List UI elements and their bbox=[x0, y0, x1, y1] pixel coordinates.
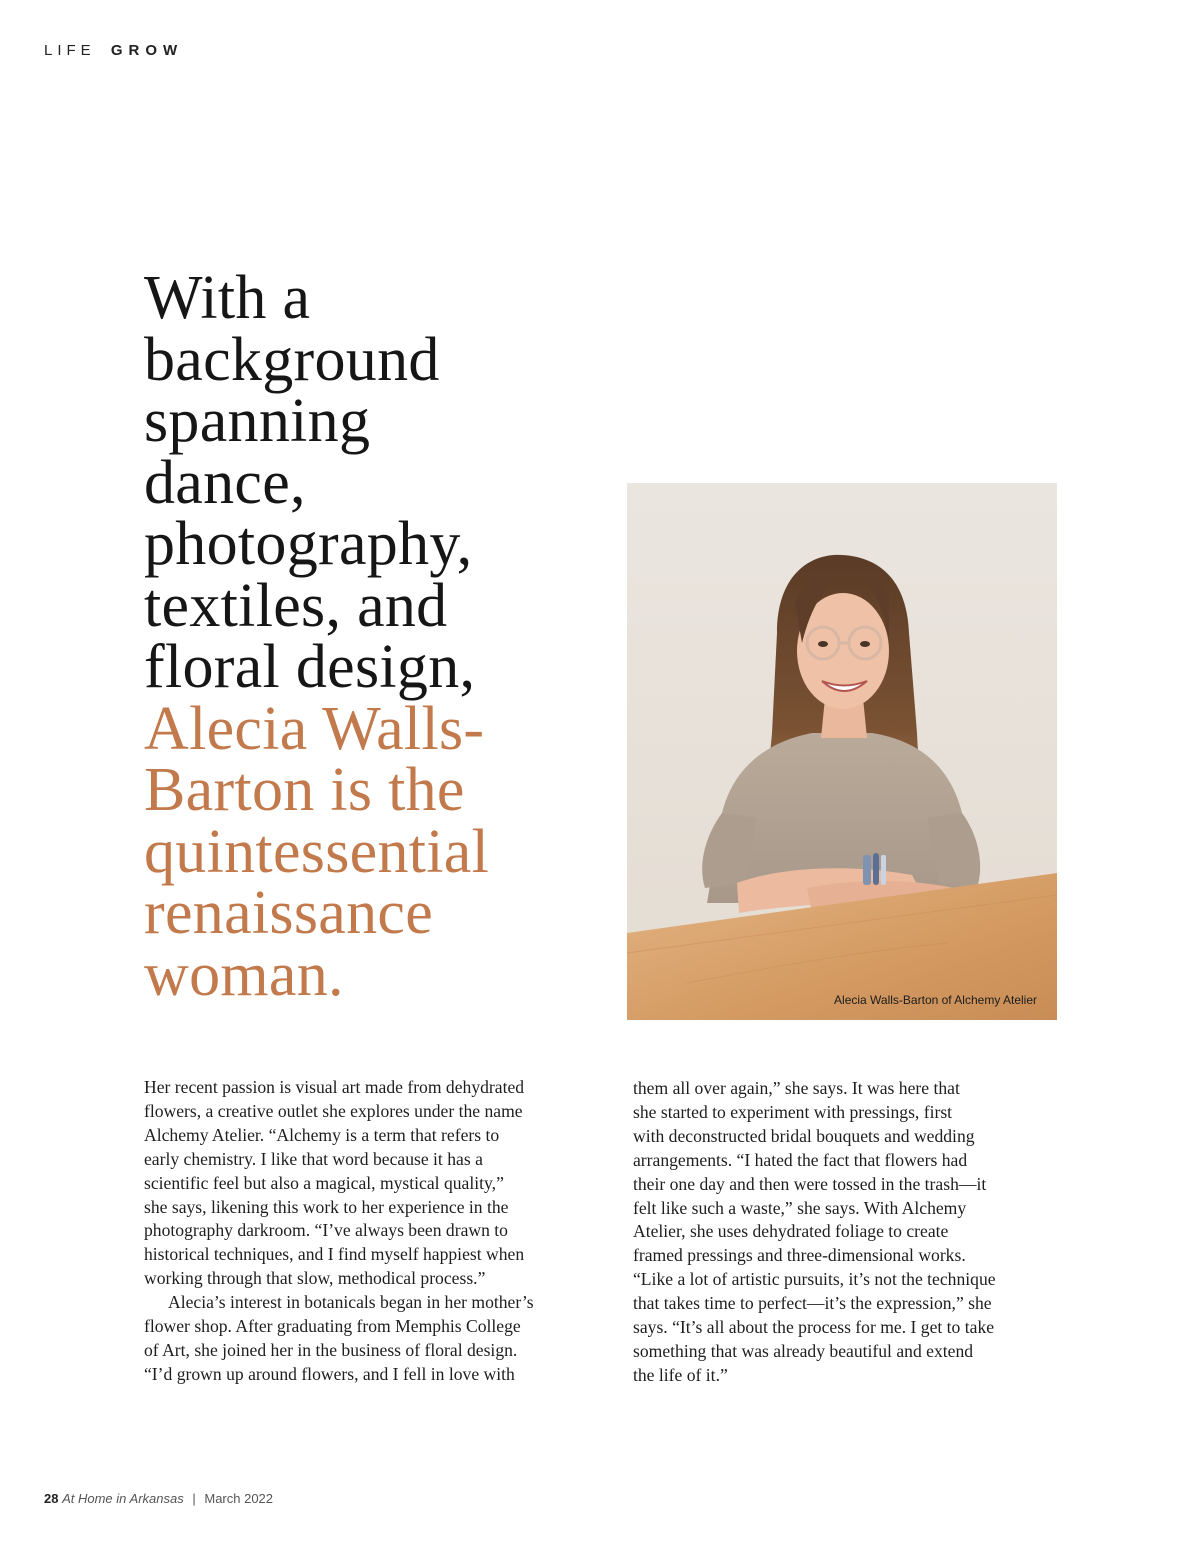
body-line: historical techniques, and I find myself happiest when bbox=[144, 1244, 525, 1265]
body-line: felt like such a waste,” she says. With Alchemy bbox=[633, 1197, 967, 1218]
headline-accent-line: Alecia Walls- bbox=[144, 694, 485, 763]
section-header bbox=[44, 42, 183, 59]
body-line: them all over again,” she says. It was here that bbox=[633, 1078, 960, 1098]
body-line: flower shop. After graduating from Memphis College bbox=[144, 1316, 521, 1337]
headline-accent-line: renaissance bbox=[144, 879, 434, 947]
body-line: Alchemy Atelier. “Alchemy is a term that refers to bbox=[144, 1124, 500, 1145]
body-column-right bbox=[633, 1077, 1083, 1388]
body-line: their one day and then were tossed in the trash—it bbox=[633, 1173, 987, 1194]
headline-accent-line: Barton is the bbox=[144, 756, 465, 824]
headline-line: floral design, bbox=[144, 633, 476, 701]
body-line: with deconstructed bridal bouquets and wedding bbox=[633, 1125, 975, 1146]
body-line: “I’d grown up around flowers, and I fell in love with bbox=[144, 1363, 515, 1384]
body-line: working through that slow, methodical process.” bbox=[144, 1268, 486, 1289]
body-line: of Art, she joined her in the business of floral design. bbox=[144, 1339, 518, 1360]
subsection-label: GROW bbox=[110, 42, 184, 59]
body-line: early chemistry. I like that word because it has a bbox=[144, 1148, 483, 1169]
section-label: LIFE bbox=[44, 42, 96, 59]
photo-caption: Alecia Walls-Barton of Alchemy Atelier bbox=[834, 993, 1037, 1007]
body-line: arrangements. “I hated the fact that flowers had bbox=[633, 1149, 968, 1170]
headline-accent-line: quintessential bbox=[144, 817, 490, 886]
body-line: Atelier, she uses dehydrated foliage to create bbox=[633, 1221, 949, 1242]
body-line: Alecia’s interest in botanicals began in her mother’s bbox=[168, 1292, 534, 1313]
body-column-left bbox=[144, 1076, 594, 1387]
body-line: she started to experiment with pressings, first bbox=[633, 1101, 953, 1122]
portrait-photo bbox=[627, 483, 1057, 1020]
headline-line: spanning bbox=[144, 387, 371, 455]
headline-line: dance, bbox=[144, 448, 306, 517]
body-line: something that was already beautiful and extend bbox=[633, 1340, 974, 1361]
issue-date: March 2022 bbox=[204, 1491, 274, 1506]
magazine-title: At Home in Arkansas bbox=[62, 1491, 184, 1506]
body-line: “Like a lot of artistic pursuits, it’s not the technique bbox=[633, 1269, 996, 1290]
body-line: photography darkroom. “I’ve always been drawn to bbox=[144, 1220, 508, 1241]
headline bbox=[144, 264, 584, 1009]
headline-line: photography, bbox=[144, 510, 473, 578]
body-line: flowers, a creative outlet she explores under the name bbox=[144, 1100, 523, 1121]
body-line: scientific feel but also a magical, mystical quality,” bbox=[144, 1172, 504, 1193]
body-line: the life of it.” bbox=[633, 1364, 728, 1385]
footer-separator: | bbox=[192, 1491, 196, 1506]
page-number: 28 bbox=[44, 1491, 59, 1506]
body-line: says. “It’s all about the process for me. I get to take bbox=[633, 1317, 995, 1338]
headline-line: background bbox=[144, 325, 440, 394]
headline-line: With a bbox=[144, 264, 311, 332]
headline-line: textiles, and bbox=[144, 571, 448, 640]
headline-accent-line: woman. bbox=[144, 940, 344, 1009]
body-line: she says, likening this work to her experience in the bbox=[144, 1196, 509, 1217]
body-line: Her recent passion is visual art made from dehydrated bbox=[144, 1077, 525, 1097]
page-footer bbox=[44, 1491, 273, 1506]
portrait-illustration bbox=[627, 483, 1057, 1020]
body-line: that takes time to perfect—it’s the expression,” she bbox=[633, 1293, 992, 1314]
body-line: framed pressings and three-dimensional works. bbox=[633, 1245, 966, 1266]
